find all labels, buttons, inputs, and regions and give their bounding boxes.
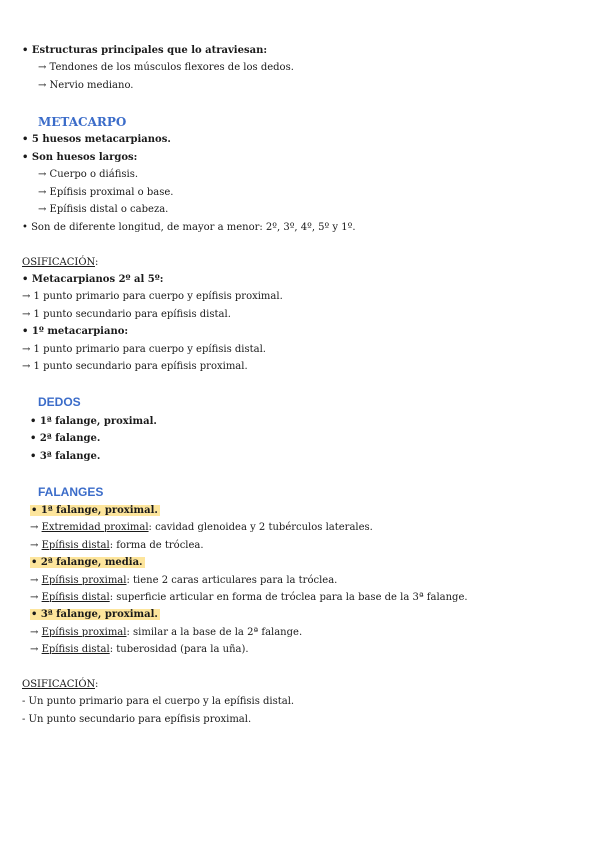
phalanx-1-title: • 1ª falange, proximal.: [31, 505, 158, 516]
dedos-item: • 3ª falange.: [30, 451, 101, 462]
metacarpo-heading: METACARPO: [38, 115, 127, 129]
phalanx-2-proximal: → Epífisis proximal: tiene 2 caras articulares para la tróclea.: [30, 575, 338, 586]
ossification-group-2-5: • Metacarpianos 2º al 5º:: [22, 274, 164, 285]
phalanx-1-proximal: → Extremidad proximal: cavidad glenoidea y 2 tubérculos laterales.: [30, 522, 373, 533]
structure-item-nerve: → Nervio mediano.: [38, 80, 134, 91]
ossification-item: → 1 punto secundario para epífisis proximal.: [22, 361, 248, 372]
falanges-heading: FALANGES: [38, 485, 104, 499]
metacarpo-sub-head: → Epífisis distal o cabeza.: [38, 204, 169, 215]
phalanx-3-title: • 3ª falange, proximal.: [31, 609, 158, 620]
phalanx-3-proximal: → Epífisis proximal: similar a la base de la 2ª falange.: [30, 627, 303, 638]
structure-item-tendons: → Tendones de los músculos flexores de los dedos.: [38, 62, 294, 73]
metacarpo-bullet-long: • Son huesos largos:: [22, 152, 138, 163]
ossification-item: → 1 punto secundario para epífisis distal.: [22, 309, 231, 320]
metacarpo-sub-body: → Cuerpo o diáfisis.: [38, 169, 139, 180]
ossification-title-2: OSIFICACIÓN:: [22, 679, 99, 690]
phalanx-2-title: • 2ª falange, media.: [31, 557, 143, 568]
ossification-title-1: OSIFICACIÓN:: [22, 257, 99, 268]
dedos-item: • 2ª falange.: [30, 433, 101, 444]
dedos-heading: DEDOS: [38, 395, 81, 409]
metacarpo-sub-base: → Epífisis proximal o base.: [38, 187, 174, 198]
phalanx-2-distal: → Epífisis distal: superficie articular en forma de tróclea para la base de la 3ª falange.: [30, 592, 468, 603]
metacarpo-bullet-count: • 5 huesos metacarpianos.: [22, 134, 171, 145]
ossification-item: → 1 punto primario para cuerpo y epífisis distal.: [22, 344, 266, 355]
ossification-item: - Un punto primario para el cuerpo y la epífisis distal.: [22, 696, 295, 707]
metacarpo-bullet-length: • Son de diferente longitud, de mayor a menor: 2º, 3º, 4º, 5º y 1º.: [22, 222, 356, 233]
phalanx-3-distal: → Epífisis distal: tuberosidad (para la uña).: [30, 644, 249, 655]
phalanx-1-distal: → Epífisis distal: forma de tróclea.: [30, 540, 204, 551]
ossification-item: - Un punto secundario para epífisis proximal.: [22, 714, 252, 725]
ossification-item: → 1 punto primario para cuerpo y epífisis proximal.: [22, 291, 283, 302]
dedos-item: • 1ª falange, proximal.: [30, 416, 157, 427]
ossification-group-1: • 1º metacarpiano:: [22, 326, 129, 337]
structures-title: • Estructuras principales que lo atraviesan:: [22, 45, 268, 56]
